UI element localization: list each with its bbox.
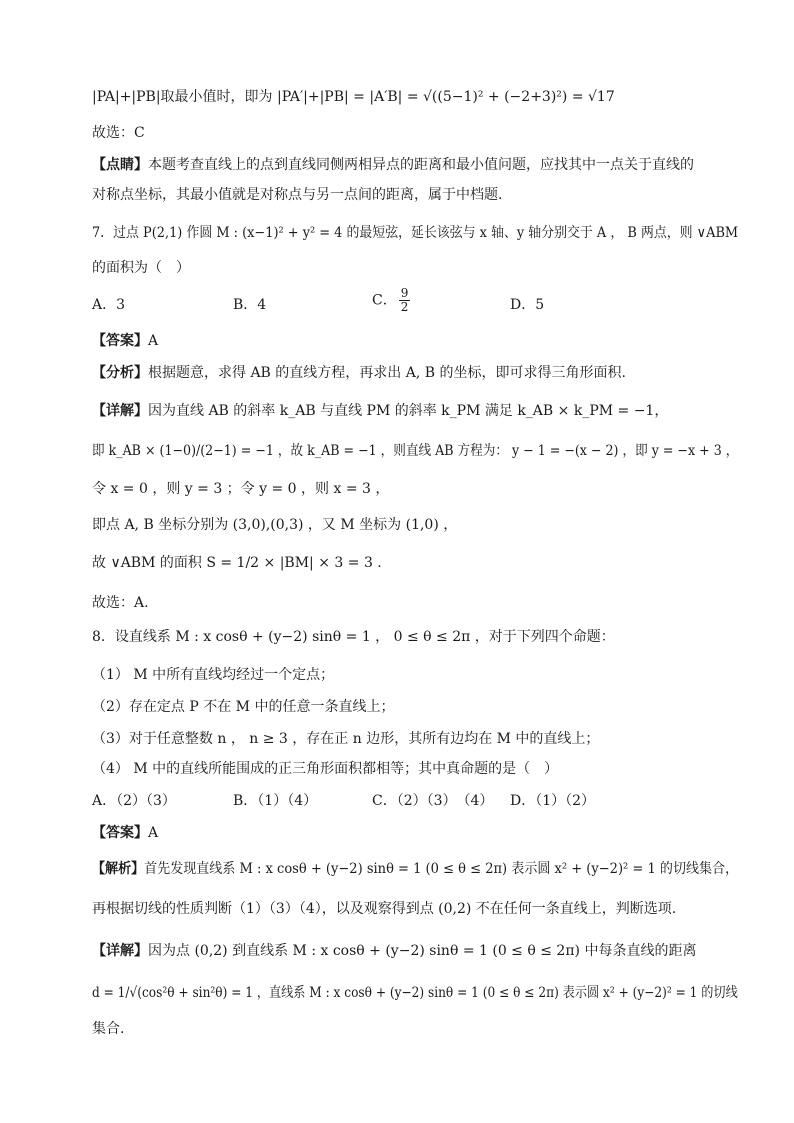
text-line: 即 k_AB × (1−0)/(2−1) = −1 ，故 k_AB = −1 ，则直线 AB 方程为： y − 1 = −(x − 2) ，即 y = −x + 3 ， (92, 443, 739, 459)
section-heading: 【答案】 (92, 333, 148, 349)
text-line: 故选：A. (92, 595, 149, 611)
q8-option-b: B．（1）（4） (233, 793, 318, 809)
text-line: （1） M 中所有直线均经过一个定点； (92, 667, 335, 683)
question-8-stem: 8．设直线系 M : x cosθ + (y−2) sinθ = 1 ， 0 ≤ θ ≤ 2π ，对于下列四个命题： (92, 629, 615, 645)
text-line: 故 ∨ABM 的面积 S = 1/2 × |BM| × 3 = 3 . (92, 555, 382, 571)
section-text: 首先发现直线系 M : x cosθ + (y−2) sinθ = 1 (0 ≤ θ ≤ 2π) 表示圆 x² + (y−2)² = 1 的切线集合， (144, 861, 739, 877)
q8-option-d: D．（1）（2） (510, 793, 596, 809)
section-text: 因为点 (0,2) 到直线系 M : x cosθ + (y−2) sinθ = 1 (0 ≤ θ ≤ 2π) 中每条直线的距离 (148, 943, 697, 959)
q7-option-a: A．3 (92, 297, 126, 313)
text-line: 故选：C (92, 125, 145, 141)
text-line: 集合. (92, 1021, 125, 1037)
text-line: |PA|+|PB|取最小值时，即为 |PA′|+|PB| = |A′B| = √((5−1)² + (−2+3)²) = √17 (92, 89, 615, 105)
text-line: 即点 A, B 坐标分别为 (3,0),(0,3) ，又 M 坐标为 (1,0) ， (92, 517, 458, 533)
question-7-stem: 7．过点 P(2,1) 作圆 M : (x−1)² + y² = 4 的最短弦，延长该弦与 x 轴、y 轴分别交于 A ， B 两点，则 ∨ABM (92, 225, 739, 241)
q7-option-d: D．5 (510, 297, 545, 313)
section-text: A (148, 333, 159, 349)
section-text: 因为直线 AB 的斜率 k_AB 与直线 PM 的斜率 k_PM 满足 k_AB × k_PM = −1， (148, 403, 669, 419)
text-line: 再根据切线的性质判断（1）（3）（4），以及观察得到点 (0,2) 不在任何一条直线上，判断选项. (92, 901, 677, 917)
fraction (399, 287, 411, 314)
text-line: 的面积为（ ） (92, 260, 190, 276)
section-heading: 【答案】 (92, 825, 148, 841)
fraction-denominator: 2 (400, 300, 409, 314)
text-line: （3）对于任意整数 n ， n ≥ 3 ，存在正 n 边形，其所有边均在 M 中的直线上； (92, 731, 600, 747)
option-label: C． (372, 292, 397, 309)
fraction-numerator: 9 (400, 286, 409, 300)
q7-option-b: B．4 (233, 297, 267, 313)
section-text: 本题考查直线上的点到直线同侧两相异点的距离和最小值问题，应找其中一点关于直线的 (148, 157, 694, 173)
section-heading: 【分析】 (92, 365, 148, 381)
section-heading: 【详解】 (92, 403, 148, 419)
text-line (92, 154, 694, 176)
section-heading: 【详解】 (92, 943, 148, 959)
answer-line (92, 822, 158, 844)
solution-line (92, 400, 668, 422)
answer-line (92, 330, 158, 352)
section-heading: 【解析】 (92, 861, 145, 877)
text-line: d = 1/√(cos²θ + sin²θ) = 1 ，直线系 M : x cosθ + (y−2) sinθ = 1 (0 ≤ θ ≤ 2π) 表示圆 x² + (y−2)² = 1 的切线 (92, 985, 738, 1001)
text-line: 对称点坐标，其最小值就是对称点与另一点间的距离，属于中档题. (92, 187, 503, 203)
section-text: 根据题意，求得 AB 的直线方程，再求出 A, B 的坐标，即可求得三角形面积. (148, 365, 626, 381)
section-heading: 【点睛】 (92, 157, 148, 173)
q8-option-a: A．（2）（3） (92, 793, 176, 809)
q7-option-c (372, 287, 412, 314)
text-line: （2）存在定点 P 不在 M 中的任意一条直线上； (92, 699, 395, 715)
analysis-line (92, 362, 626, 384)
text-line: 令 x = 0 ，则 y = 3 ；令 y = 0 ，则 x = 3 ， (92, 481, 390, 497)
section-text: A (148, 825, 159, 841)
text-line: （4） M 中的直线所能围成的正三角形面积都相等；其中真命题的是（ ） (92, 761, 559, 777)
analysis-line (92, 858, 738, 880)
solution-line (92, 940, 696, 962)
q8-option-c: C．（2）（3） （4） (372, 793, 494, 809)
